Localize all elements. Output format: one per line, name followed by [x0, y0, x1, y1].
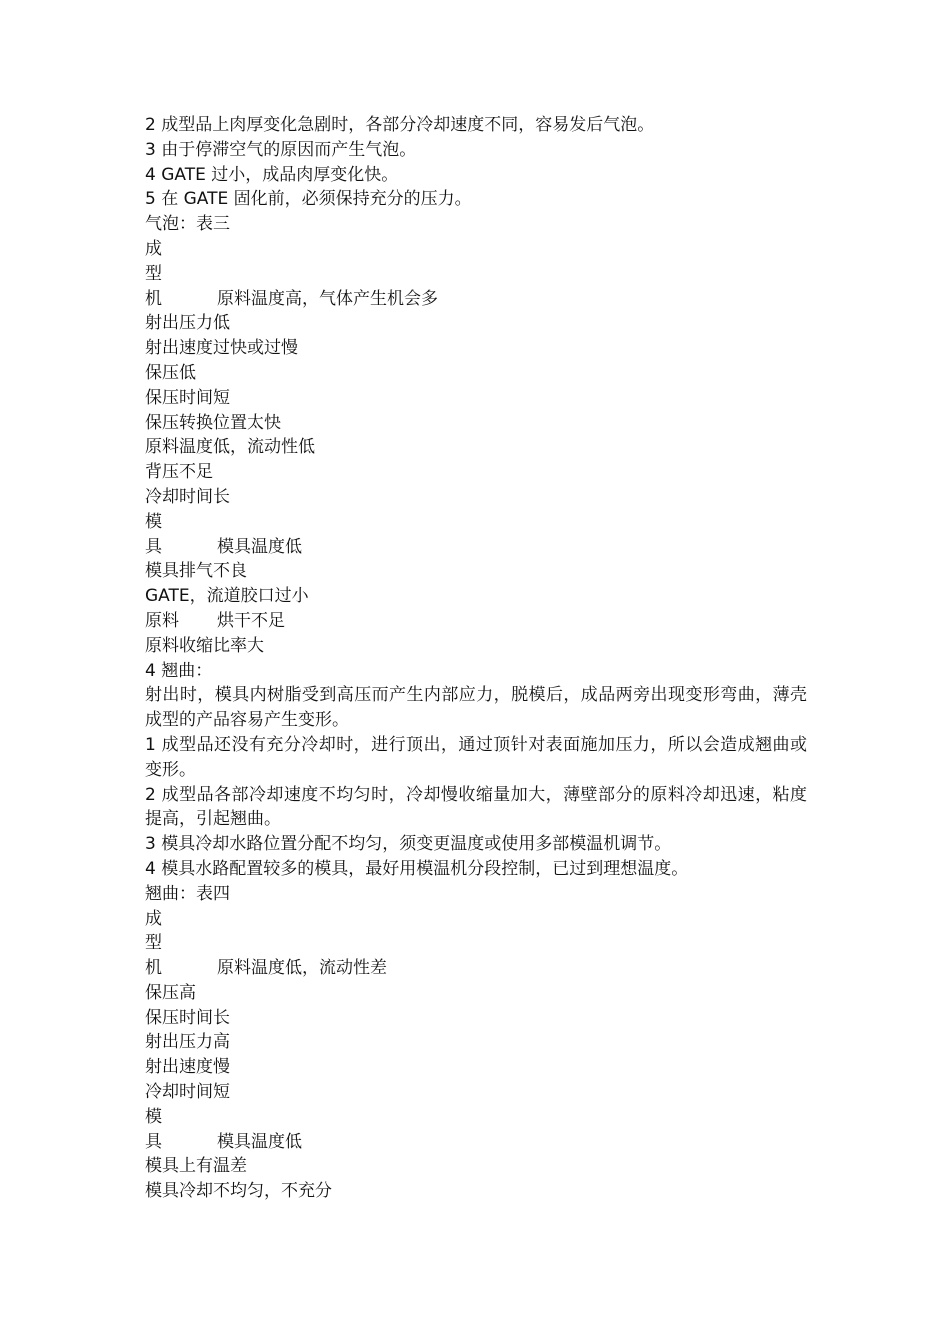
- table-cell: 原料温度低，流动性低: [145, 437, 315, 458]
- table-cell: 背压不足: [145, 462, 213, 483]
- paragraph: 1 成型品还没有充分冷却时，进行顶出，通过顶针对表面施加压力，所以会造成翘曲或变形。: [145, 734, 807, 780]
- table-cell: 模具温度低: [217, 1131, 302, 1152]
- document-page: [145, 113, 825, 1204]
- table-category-char: 成: [145, 908, 162, 929]
- text-line: 5 在 GATE 固化前，必须保持充分的压力。: [145, 189, 472, 210]
- table-cell: 保压时间长: [145, 1007, 230, 1028]
- text-line: 4 GATE 过小，成品肉厚变化快。: [145, 164, 399, 185]
- table-category-char: 机: [145, 958, 162, 979]
- table-category-label: 原料: [145, 610, 179, 631]
- table-row: [145, 1130, 825, 1155]
- table-cell: 原料温度低，流动性差: [217, 958, 387, 979]
- table-caption: 翘曲：表四: [145, 883, 230, 904]
- table-cell: 保压高: [145, 982, 196, 1003]
- table-cell: 模具上有温差: [145, 1156, 247, 1177]
- text-line: 2 成型品上肉厚变化急剧时，各部分冷却速度不同，容易发后气泡。: [145, 115, 655, 135]
- table-cell: 原料收缩比率大: [145, 635, 264, 656]
- table-category-char: 型: [145, 933, 162, 954]
- table-cell: 保压时间短: [145, 387, 230, 408]
- table-cell: GATE，流道胶口过小: [145, 586, 309, 607]
- table-cell: 射出压力低: [145, 313, 230, 334]
- table-category-char: 型: [145, 263, 162, 284]
- table-cell: 烘干不足: [217, 610, 285, 631]
- section-heading: 4 翘曲：: [145, 660, 213, 681]
- table-cell: 保压转换位置太快: [145, 412, 281, 433]
- table-row: [145, 609, 825, 634]
- table-cell: 射出速度慢: [145, 1057, 230, 1078]
- table-category-char: 具: [145, 536, 162, 557]
- table-cell: 模具排气不良: [145, 561, 247, 582]
- paragraph: 2 成型品各部冷却速度不均匀时，冷却慢收缩量加大，薄壁部分的原料冷却迅速，粘度提高，引起翘曲。: [145, 784, 807, 830]
- table-cell: 冷却时间短: [145, 1082, 230, 1103]
- text-line: 4 模具水路配置较多的模具，最好用模温机分段控制，已过到理想温度。: [145, 858, 689, 879]
- text-line: 3 模具冷却水路位置分配不均匀，须变更温度或使用多部模温机调节。: [145, 834, 672, 855]
- table-caption: 气泡：表三: [145, 214, 230, 235]
- table-row: [145, 956, 825, 981]
- table-cell: 射出速度过快或过慢: [145, 338, 298, 359]
- table-cell: 模具冷却不均匀，不充分: [145, 1181, 332, 1202]
- table-cell: 模具温度低: [217, 536, 302, 557]
- table-category-char: 成: [145, 238, 162, 259]
- table-cell: 保压低: [145, 362, 196, 383]
- table-row: [145, 287, 825, 312]
- table-row: [145, 535, 825, 560]
- paragraph: 射出时，模具内树脂受到高压而产生内部应力，脱模后，成品两旁出现变形弯曲，薄壳成型的产品容易产生变形。: [145, 685, 807, 731]
- table-category-char: 机: [145, 288, 162, 309]
- table-category-char: 模: [145, 511, 162, 532]
- table-cell: 冷却时间长: [145, 486, 230, 507]
- text-line: 3 由于停滞空气的原因而产生气泡。: [145, 139, 417, 160]
- table-cell: 原料温度高，气体产生机会多: [217, 288, 438, 309]
- table-cell: 射出压力高: [145, 1032, 230, 1053]
- table-category-char: 具: [145, 1131, 162, 1152]
- table-category-char: 模: [145, 1106, 162, 1127]
